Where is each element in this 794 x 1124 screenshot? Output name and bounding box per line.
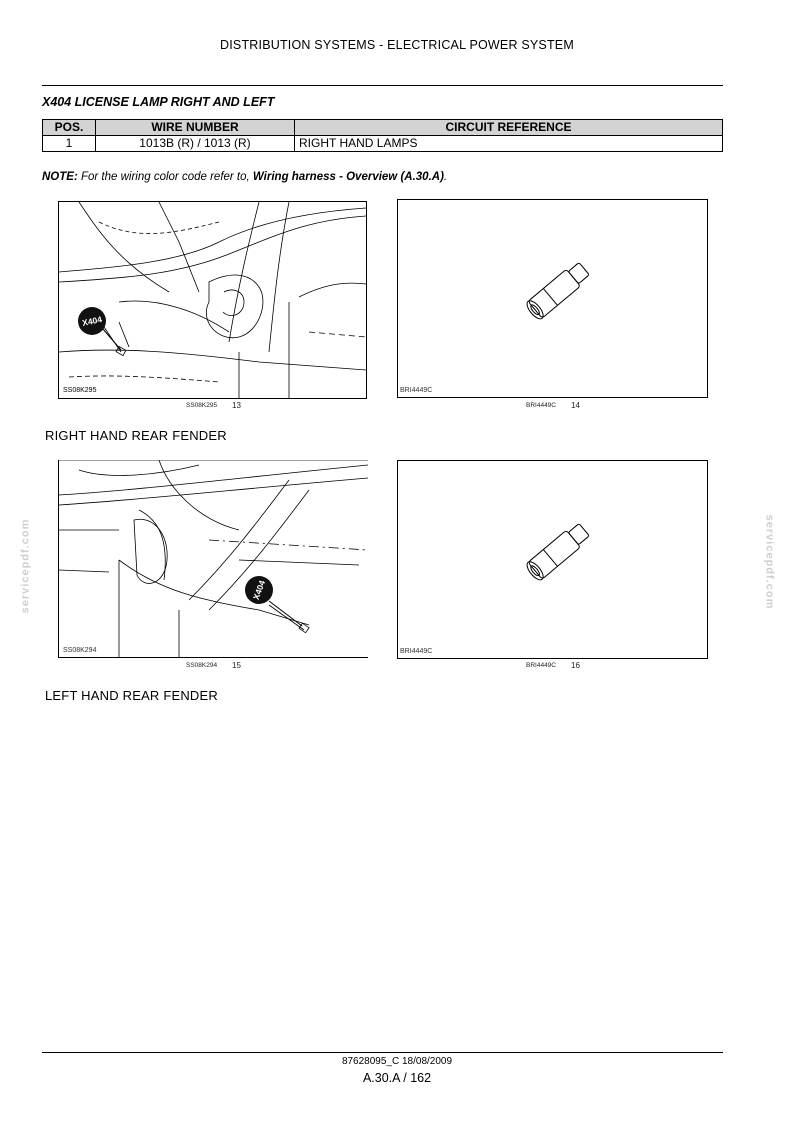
figure-15-inner-code: SS08K294 (63, 647, 97, 654)
cell-circuit-reference: RIGHT HAND LAMPS (295, 136, 723, 152)
page-header-title: DISTRIBUTION SYSTEMS - ELECTRICAL POWER SYSTEM (220, 38, 574, 52)
figure-14-inner-code: BRI4449C (400, 387, 433, 394)
figure-16-connector-drawing (397, 460, 708, 659)
connector-housing-illustration-2 (398, 461, 707, 658)
footer-rule (42, 1052, 723, 1053)
figure-15-left-fender-photo (58, 460, 368, 658)
table-row (43, 136, 723, 152)
figure-14-connector-drawing (397, 199, 708, 398)
figure-15-number: 15 (232, 661, 241, 670)
right-fender-wiring-illustration (59, 202, 366, 398)
figure-16-code: BRI4449C (526, 662, 556, 669)
connector-table (42, 119, 723, 152)
cell-pos: 1 (43, 136, 96, 152)
figure-14-number: 14 (571, 401, 580, 410)
figure-13-number: 13 (232, 401, 241, 410)
caption-right-hand-rear-fender: RIGHT HAND REAR FENDER (45, 428, 227, 443)
figure-16-inner-code: BRI4449C (400, 648, 433, 655)
note-label: NOTE: (42, 171, 78, 183)
watermark-left: servicepdf.com (19, 518, 32, 614)
figure-15-code: SS08K294 (186, 662, 218, 669)
figure-13-right-fender-photo (58, 201, 367, 399)
caption-left-hand-rear-fender: LEFT HAND REAR FENDER (45, 688, 218, 703)
figure-13-code: SS08K295 (186, 402, 218, 409)
footer-page-number: A.30.A / 162 (362, 1071, 432, 1085)
note-link[interactable]: Wiring harness - Overview (A.30.A) (252, 171, 444, 183)
section-title: X404 LICENSE LAMP RIGHT AND LEFT (42, 95, 275, 109)
figure-14-code: BRI4449C (526, 402, 556, 409)
connector-housing-illustration (398, 200, 707, 397)
watermark-right: servicepdf.com (763, 514, 776, 610)
figure-16-number: 16 (571, 661, 580, 670)
footer-document-id: 87628095_C 18/08/2009 (341, 1056, 453, 1067)
left-fender-wiring-illustration (59, 460, 368, 657)
x404-callout-label: X404 (81, 314, 103, 328)
col-header-circuit-reference: CIRCUIT REFERENCE (295, 120, 723, 136)
table-header-row (43, 120, 723, 136)
x404-callout-label-2: X404 (250, 578, 268, 602)
header-rule (42, 85, 723, 86)
cell-wire-number: 1013B (R) / 1013 (R) (96, 136, 295, 152)
col-header-wire-number: WIRE NUMBER (96, 120, 295, 136)
note (42, 171, 447, 183)
note-text: For the wiring color code refer to, (77, 171, 253, 183)
col-header-pos: POS. (43, 120, 96, 136)
note-end: . (443, 171, 448, 183)
figure-13-inner-code: SS08K295 (63, 387, 97, 394)
